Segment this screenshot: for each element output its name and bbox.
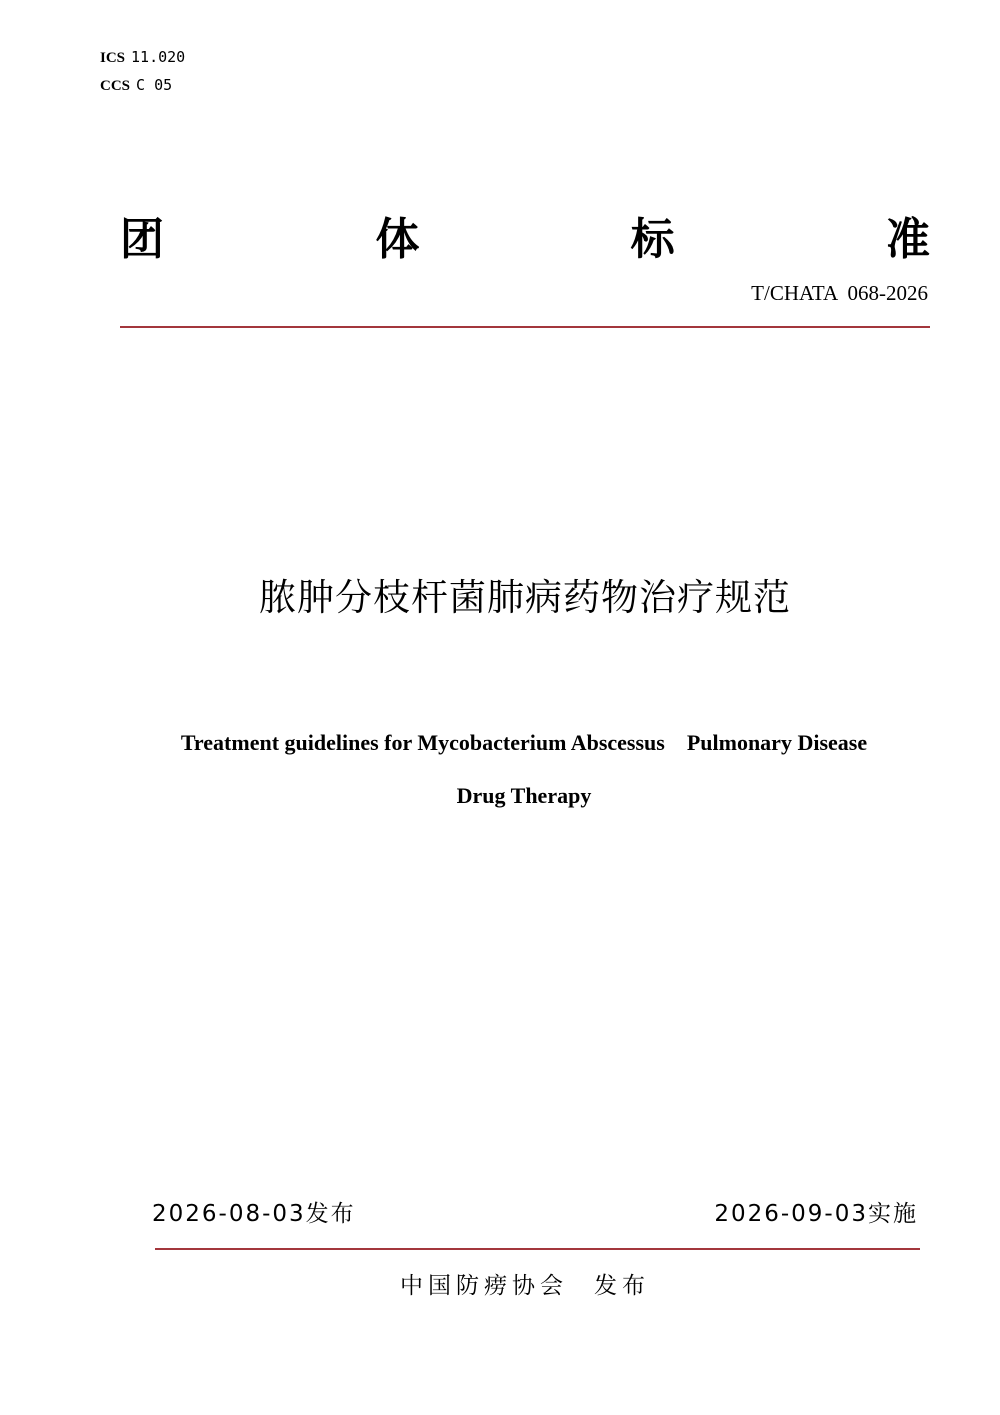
ccs-label: CCS	[100, 78, 131, 94]
release-date: 2026-08-03发布	[152, 1201, 356, 1227]
english-title-line-1: Treatment guidelines for Mycobacterium Abscessus Pulmonary Disease	[180, 730, 868, 755]
implementation-date: 2026-09-03实施	[714, 1201, 918, 1227]
bottom-divider	[155, 1248, 920, 1250]
publisher-line	[0, 1270, 1000, 1302]
standard-type-char: 团	[120, 214, 164, 265]
ccs-code	[100, 76, 172, 95]
chinese-title: 脓肿分枝杆菌肺病药物治疗规范	[259, 576, 791, 619]
publisher-organization: 中国防痨协会	[400, 1273, 568, 1299]
standard-type-char: 体	[375, 214, 420, 265]
standard-type-char: 准	[885, 214, 930, 265]
standard-type-char: 标	[630, 214, 675, 265]
standard-number: T/CHATA 068-2026	[751, 281, 928, 305]
publisher-action: 发布	[594, 1273, 650, 1299]
ccs-value: C 05	[136, 76, 173, 94]
ics-code	[100, 48, 185, 67]
standard-type-heading	[120, 212, 930, 268]
ics-label: ICS	[100, 50, 126, 66]
top-divider	[120, 326, 930, 328]
english-title-line-2: Drug Therapy	[456, 783, 592, 808]
ics-value: 11.020	[131, 48, 186, 66]
